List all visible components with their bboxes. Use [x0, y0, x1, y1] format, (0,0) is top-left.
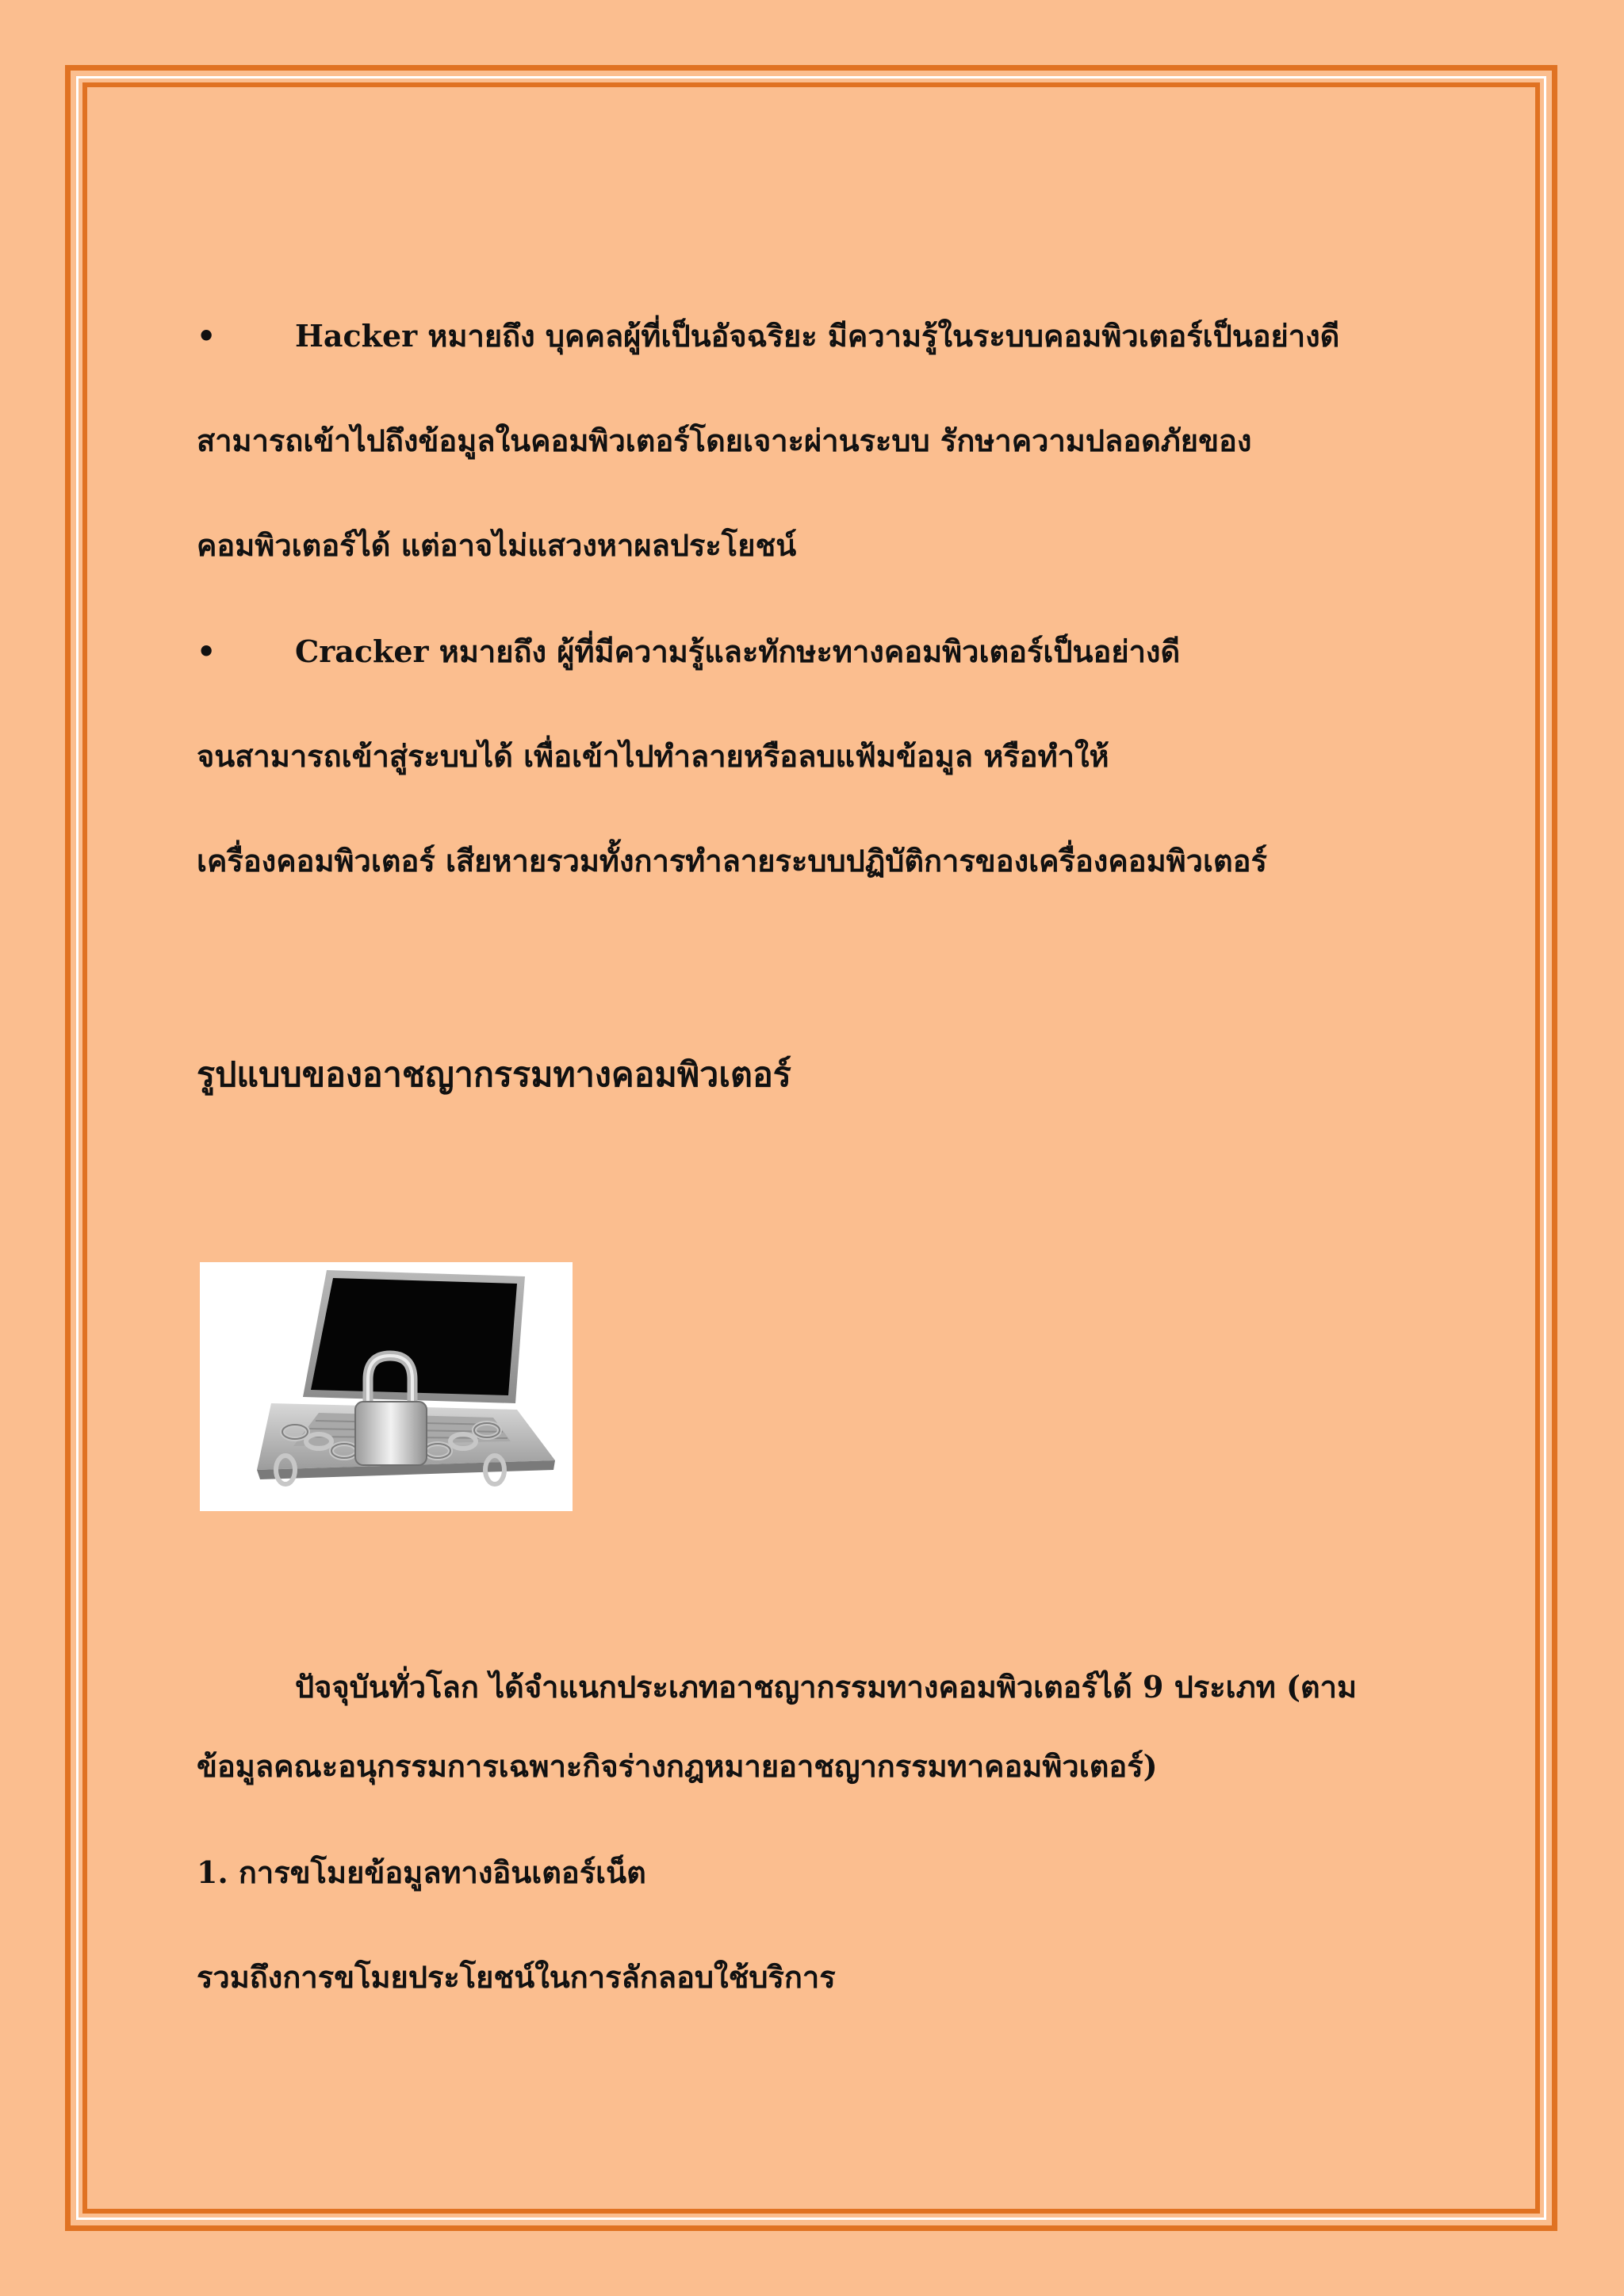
item-1-title: 1. การขโมยข้อมูลทางอินเตอร์เน็ต: [197, 1854, 646, 1890]
hacker-line-3: คอมพิวเตอร์ได้ แต่อาจไม่แสวงหาผลประโยชน์: [197, 527, 797, 563]
cracker-line-3: เครื่องคอมพิวเตอร์ เสียหายรวมทั้งการทำลายระบบปฏิบัติการของเครื่องคอมพิวเตอร์: [197, 843, 1267, 878]
bullet-hacker: •: [197, 318, 216, 354]
intro-line-1: ปัจจุบันทั่วโลก ได้จำแนกประเภทอาชญากรรมทางคอมพิวเตอร์ได้ 9 ประเภท (ตาม: [295, 1669, 1358, 1705]
intro-line-2: ข้อมูลคณะอนุกรรมการเฉพาะกิจร่างกฎหมายอาชญากรรมทาคอมพิวเตอร์): [197, 1748, 1158, 1784]
cracker-line-2: จนสามารถเข้าสู่ระบบได้ เพื่อเข้าไปทำลายหรือลบแฟ้มข้อมูล หรือทำให้: [197, 738, 1109, 774]
hacker-line-2: สามารถเข้าไปถึงข้อมูลในคอมพิวเตอร์โดยเจาะผ่านระบบ รักษาความปลอดภัยของ: [197, 423, 1252, 458]
laptop-padlock-image: [200, 1262, 573, 1511]
bullet-cracker: •: [197, 633, 216, 669]
hacker-line-1: Hacker หมายถึง บุคคลผู้ที่เป็นอัจฉริยะ มีความรู้ในระบบคอมพิวเตอร์เป็นอย่างดี: [295, 318, 1340, 354]
section-heading: รูปแบบของอาชญากรรมทางคอมพิวเตอร์: [197, 1055, 791, 1095]
item-1-detail: รวมถึงการขโมยประโยชน์ในการลักลอบใช้บริการ: [197, 1959, 836, 1995]
cracker-line-1: Cracker หมายถึง ผู้ที่มีความรู้และทักษะทางคอมพิวเตอร์เป็นอย่างดี: [295, 633, 1181, 669]
